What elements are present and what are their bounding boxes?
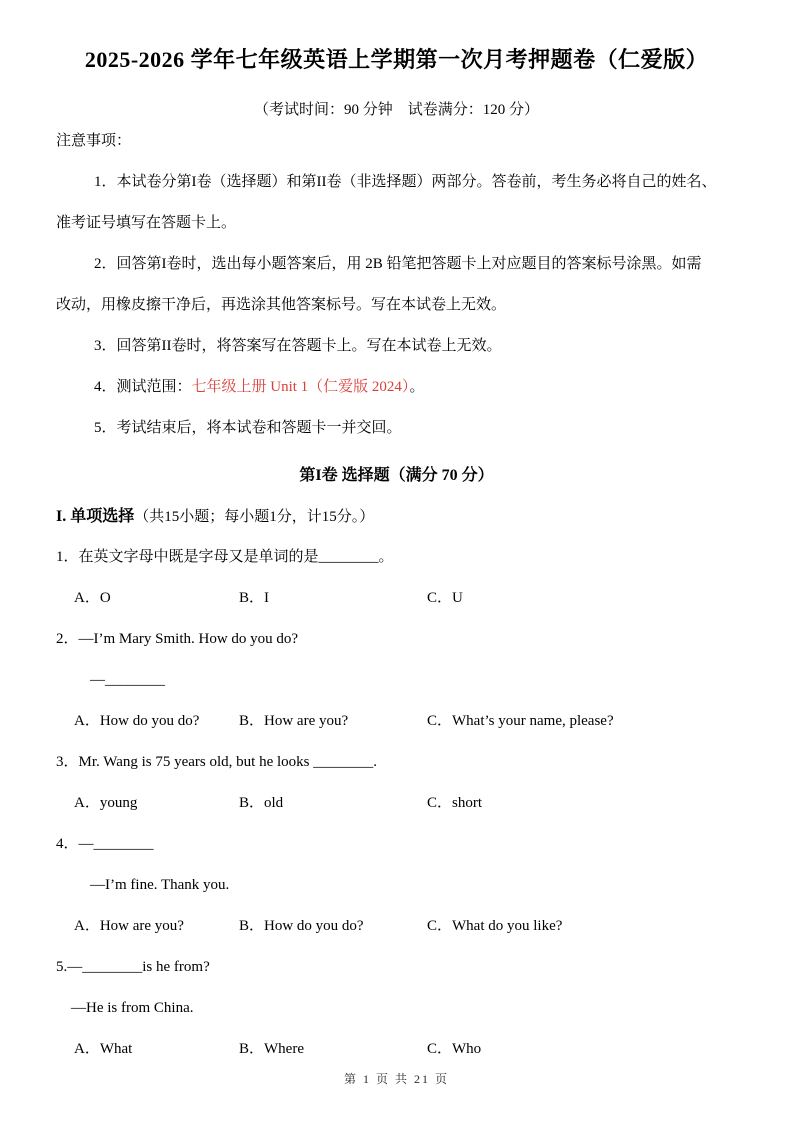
question-stem: 1．在英文字母中既是字母又是单词的是________。 — [56, 549, 394, 565]
page-title: 2025-2026 学年七年级英语上学期第一次月考押题卷（仁爱版） — [84, 47, 709, 72]
option-b: B．I — [239, 590, 270, 606]
notice-item-2-line-1: 2．回答第I卷时，选出每小题答案后，用 2B 铅笔把答题卡上对应题目的答案标号涂黑。如需 — [94, 256, 702, 272]
option-a: A．What — [74, 1041, 133, 1057]
options-row — [56, 701, 737, 742]
question-1 — [56, 537, 737, 619]
options-row — [56, 783, 737, 824]
option-b: B．old — [239, 795, 284, 811]
option-a: A．young — [74, 795, 138, 811]
options-row — [56, 1029, 737, 1070]
question-5 — [56, 947, 737, 1070]
part-1-note: （共15小题；每小题1分，计15分。） — [134, 509, 375, 525]
question-stem: 2．—I’m Mary Smith. How do you do? — [56, 631, 299, 647]
question-stem: 3．Mr. Wang is 75 years old, but he looks ________. — [56, 754, 377, 770]
part-1-heading — [56, 496, 737, 537]
question-3 — [56, 742, 737, 824]
part-1-label: I. 单项选择 — [56, 508, 135, 525]
option-a: A．How do you do? — [74, 713, 200, 729]
option-a: A．O — [74, 590, 111, 606]
options-row — [56, 578, 737, 619]
option-a: A．How are you? — [74, 918, 184, 934]
question-reply-line: —________ — [90, 672, 165, 688]
option-b: B．How do you do? — [239, 918, 364, 934]
notice-item-1-line-1: 1．本试卷分第I卷（选择题）和第II卷（非选择题）两部分。答卷前，考生务必将自己的姓名、 — [94, 174, 717, 190]
option-c: C．Who — [427, 1041, 482, 1057]
test-scope-highlight: 七年级上册 Unit 1（仁爱版 2024） — [191, 379, 410, 395]
question-4 — [56, 824, 737, 947]
option-b: B．Where — [239, 1041, 304, 1057]
option-c: C．What’s your name, please? — [427, 713, 614, 729]
question-stem: 5.—________is he from? — [56, 959, 210, 975]
notice-heading: 注意事项： — [56, 133, 132, 149]
option-b: B．How are you? — [239, 713, 349, 729]
notice-item-5: 5．考试结束后，将本试卷和答题卡一并交回。 — [94, 420, 402, 436]
question-stem: 4．—________ — [56, 836, 154, 852]
option-c: C．short — [427, 795, 483, 811]
notice-item-2-line-2: 改动，用橡皮擦干净后，再选涂其他答案标号。写在本试卷上无效。 — [56, 297, 507, 313]
question-reply-line: —I’m fine. Thank you. — [90, 877, 230, 893]
section-1-heading: 第I卷 选择题（满分 70 分） — [299, 467, 494, 484]
question-2 — [56, 619, 737, 742]
page-number-footer: 第 1 页 共 21 页 — [343, 1072, 449, 1086]
options-row — [56, 906, 737, 947]
notice-item-3: 3．回答第II卷时，将答案写在答题卡上。写在本试卷上无效。 — [94, 338, 502, 354]
notice-item-4 — [56, 367, 737, 408]
exam-meta-line: （考试时间：90 分钟 试卷满分：120 分） — [253, 102, 539, 118]
notice-section — [56, 121, 737, 449]
option-c: C．U — [427, 590, 463, 606]
question-reply-line: —He is from China. — [71, 1000, 194, 1016]
notice-item-4-prefix: 4．测试范围： — [94, 379, 192, 395]
notice-item-4-suffix: 。 — [409, 379, 425, 395]
notice-item-1-line-2: 准考证号填写在答题卡上。 — [56, 215, 237, 231]
option-c: C．What do you like? — [427, 918, 563, 934]
